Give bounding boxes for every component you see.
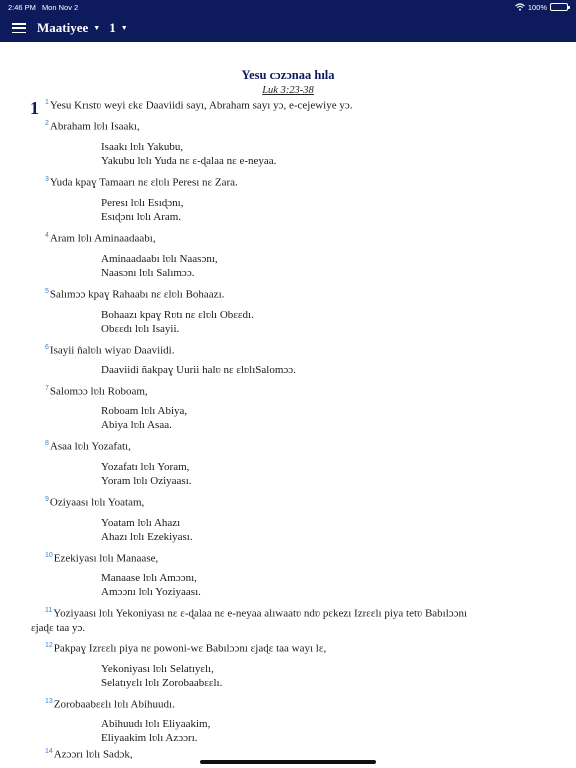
verse-continuation[interactable] <box>101 211 181 223</box>
verse-continuation[interactable] <box>101 141 183 153</box>
verse-text: Asaa lʋlı Yozafatı, <box>49 440 131 453</box>
status-bar <box>0 0 576 14</box>
verse-text: Manaase lʋlı Amɔɔnı, <box>101 572 197 584</box>
verse-continuation[interactable] <box>101 405 187 417</box>
verse-number: 2 <box>45 120 49 127</box>
battery-percent: 100% <box>527 2 547 12</box>
verse-text: ɛjaɖɛ taa yɔ. <box>31 622 86 634</box>
verse-text: Peresı lʋlı Esıɖɔnı, <box>101 197 184 209</box>
verse-continuation[interactable] <box>101 586 201 598</box>
verse-line[interactable] <box>45 176 238 189</box>
verse-line[interactable] <box>45 642 326 655</box>
verse-continuation[interactable] <box>101 517 180 529</box>
verse-text: Isayii ñalʋlı wiyaʋ Daaviidi. <box>49 344 175 357</box>
verse-text: Bohaazı kpaɣ Rʋtı nɛ ɛlʋlı Obɛɛdı. <box>101 309 254 321</box>
verse-text: Yoziyaası lʋlı Yekoniyası nɛ ɛ-ɖalaa nɛ e-neyaa alıwaatʋ ndʋ pɛkezı Izrɛɛlı piya tetʋ Babılɔɔnı <box>53 607 468 620</box>
verse-line[interactable] <box>45 552 158 565</box>
verse-text: Naasɔnı lʋlı Salımɔɔ. <box>101 267 195 279</box>
verse-number: 10 <box>45 552 53 559</box>
hamburger-menu-icon[interactable] <box>12 23 26 33</box>
verse-continuation[interactable] <box>101 718 210 730</box>
verse-line[interactable] <box>45 496 144 509</box>
verse-continuation[interactable] <box>101 475 192 487</box>
verse-line[interactable] <box>45 99 352 112</box>
verse-text: Abiya lʋlı Asaa. <box>101 419 172 431</box>
verse-line[interactable] <box>45 607 467 620</box>
verse-text: Yoram lʋlı Oziyaası. <box>101 475 192 487</box>
verse-continuation[interactable] <box>101 197 183 209</box>
verse-text: Selatıyɛlı lʋlı Zorobaabɛɛlı. <box>101 677 223 689</box>
verse-text: Salomɔɔ lʋlı Roboam, <box>49 385 148 398</box>
verse-continuation[interactable] <box>101 419 172 431</box>
chapter-number: 1 <box>30 98 39 118</box>
verse-line[interactable] <box>45 385 148 398</box>
verse-text: Esıɖɔnı lʋlı Aram. <box>101 211 182 223</box>
verse-text: Yakubu lʋlı Yuda nɛ ɛ-ɖalaa nɛ e-neyaa. <box>101 155 277 167</box>
verse-continuation[interactable] <box>101 572 197 584</box>
verse-number: 6 <box>45 344 49 351</box>
verse-text: Zorobaabɛɛlı lʋlı Abihuudı. <box>53 698 175 711</box>
verse-number: 5 <box>45 288 49 295</box>
verse-number: 3 <box>45 176 49 183</box>
verse-number: 7 <box>45 385 49 392</box>
verse-number: 14 <box>45 748 53 755</box>
verse-text: Isaakı lʋlı Yakubu, <box>101 141 184 153</box>
book-selector[interactable] <box>37 20 100 36</box>
verse-number: 8 <box>45 440 49 447</box>
verse-continuation[interactable] <box>101 364 296 376</box>
chevron-down-icon: ▼ <box>120 24 128 32</box>
verse-number: 1 <box>45 99 49 106</box>
verse-continuation[interactable] <box>101 663 214 675</box>
verse-continuation[interactable] <box>101 677 222 689</box>
verse-text: Yesu Krıstʋ weyi ɛkɛ Daaviidi sayı, Abraham sayı yɔ, e-cejewiye yɔ. <box>49 99 353 112</box>
verse-line[interactable] <box>45 698 175 711</box>
verse-line[interactable] <box>45 748 133 761</box>
verse-line[interactable] <box>45 232 156 245</box>
verse-text: Abihuudı lʋlı Eliyaakim, <box>101 718 211 730</box>
verse-text: Yuda kpaɣ Tamaarı nɛ ɛlʋlı Peresı nɛ Zara. <box>49 176 238 189</box>
book-name: Maatiyee <box>37 20 89 35</box>
wifi-icon <box>515 3 525 11</box>
verse-line[interactable] <box>45 440 131 453</box>
status-time: 2:46 PM <box>8 2 36 12</box>
verse-text: Obɛɛdı lʋlı Isayii. <box>101 323 180 335</box>
verse-continuation[interactable] <box>101 531 193 543</box>
verse-line[interactable] <box>45 120 140 133</box>
chevron-down-icon: ▼ <box>93 24 101 32</box>
verse-continuation[interactable] <box>31 622 85 634</box>
home-indicator <box>200 760 376 764</box>
verse-number: 11 <box>45 607 53 614</box>
battery-icon <box>550 3 568 11</box>
verse-text: Amɔɔnı lʋlı Yoziyaası. <box>101 586 201 598</box>
verse-number: 12 <box>45 642 53 649</box>
verse-text: Yoatam lʋlı Ahazı <box>101 517 181 529</box>
verse-continuation[interactable] <box>101 253 218 265</box>
verse-text: Ezekiyası lʋlı Manaase, <box>53 552 159 565</box>
status-date: Mon Nov 2 <box>41 2 79 12</box>
verse-text: Aminaadaabı lʋlı Naasɔnı, <box>101 253 218 265</box>
verse-text: Yekoniyası lʋlı Selatıyɛlı, <box>101 663 214 675</box>
verse-continuation[interactable] <box>101 323 179 335</box>
section-heading: Yesu cɔzɔnaa hıla <box>241 68 335 82</box>
verse-text: Oziyaası lʋlı Yoatam, <box>49 496 145 509</box>
chapter-selector[interactable] <box>109 20 127 36</box>
verse-continuation[interactable] <box>101 309 254 321</box>
top-navigation-bar <box>0 14 576 42</box>
verse-text: Pakpaɣ Izrɛɛlı piya nɛ powoni-wɛ Babılɔɔnı ɛjaɖɛ taa wayı lɛ, <box>53 642 327 655</box>
verse-line[interactable] <box>45 344 175 357</box>
verse-text: Abraham lʋlı Isaakı, <box>49 120 140 133</box>
status-right <box>515 3 568 12</box>
verse-text: Yozafatı lʋlı Yoram, <box>101 461 190 473</box>
verse-continuation[interactable] <box>101 732 198 744</box>
verse-text: Eliyaakim lʋlı Azɔɔrı. <box>101 732 198 744</box>
verse-text: Azɔɔrı lʋlı Sadɔk, <box>53 748 133 761</box>
scripture-content[interactable] <box>0 42 576 768</box>
verse-line[interactable] <box>45 288 224 301</box>
verse-text: Daaviidi ñakpaɣ Uurii halʋ nɛ ɛlʋlıSalomɔɔ. <box>101 364 296 376</box>
verse-continuation[interactable] <box>101 267 194 279</box>
cross-reference-link[interactable]: Luk 3:23-38 <box>262 85 314 96</box>
verse-continuation[interactable] <box>101 155 276 167</box>
verse-continuation[interactable] <box>101 461 189 473</box>
verse-number: 13 <box>45 698 53 705</box>
verse-text: Roboam lʋlı Abiya, <box>101 405 188 417</box>
verse-number: 9 <box>45 496 49 503</box>
verse-number: 4 <box>45 232 49 239</box>
verse-text: Aram lʋlı Aminaadaabı, <box>49 232 156 245</box>
chapter-label: 1 <box>109 20 116 35</box>
verse-text: Salımɔɔ kpaɣ Rahaabı nɛ ɛlʋlı Bohaazı. <box>49 288 225 301</box>
verse-text: Ahazı lʋlı Ezekiyası. <box>101 531 193 543</box>
